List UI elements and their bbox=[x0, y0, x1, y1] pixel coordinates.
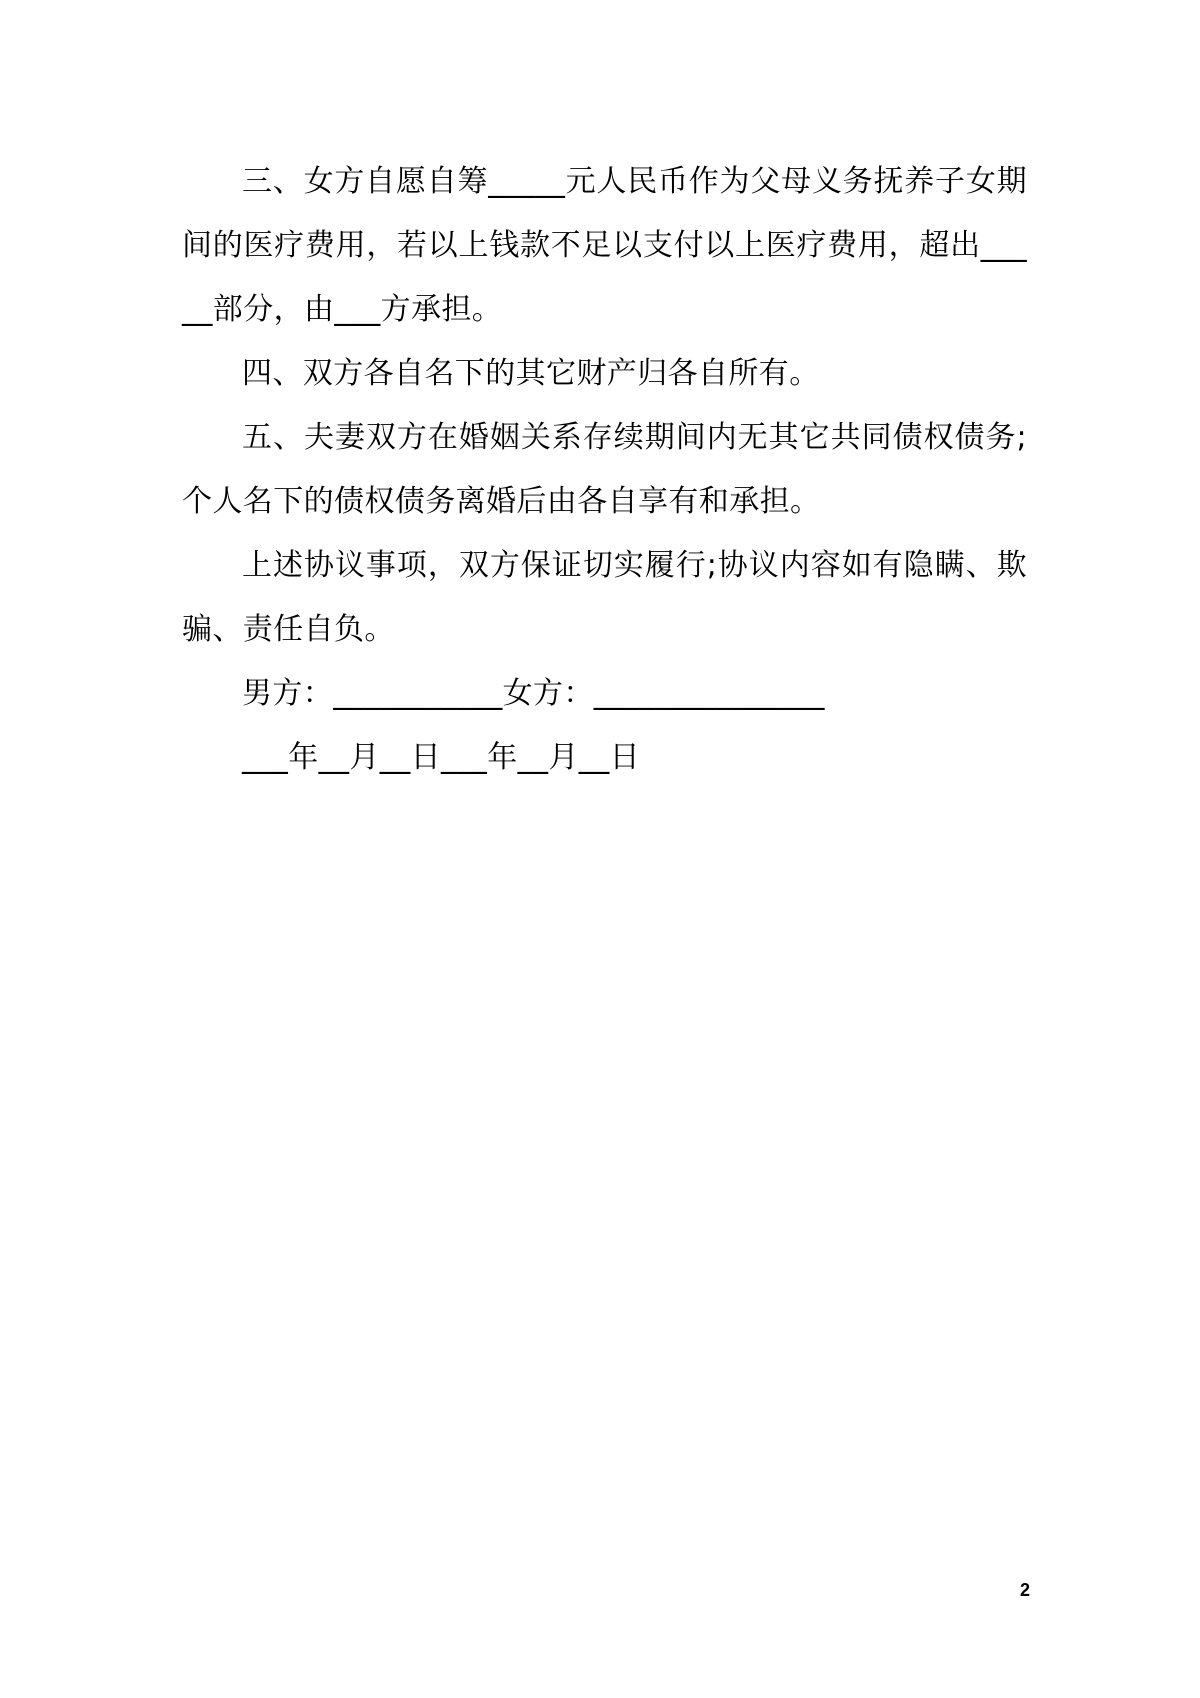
document-body bbox=[182, 150, 1027, 790]
signature-line: 男方：___________女方：_______________ bbox=[242, 676, 825, 711]
clause-four-paragraph: 四、双方各自名下的其它财产归各自所有。 bbox=[242, 356, 820, 391]
date-line: ___年__月__日___年__月__日 bbox=[242, 740, 640, 775]
agreement-statement-paragraph: 上述协议事项，双方保证切实履行;协议内容如有隐瞒、欺骗、责任自负。 bbox=[182, 548, 1027, 647]
clause-three-paragraph: 三、女方自愿自筹_____元人民币作为父母义务抚养子女期间的医疗费用，若以上钱款不足以支付以上医疗费用，超出_____部分，由___方承担。 bbox=[182, 164, 1027, 327]
clause-five-paragraph: 五、夫妻双方在婚姻关系存续期间内无其它共同债权债务;个人名下的债权债务离婚后由各自享有和承担。 bbox=[182, 420, 1027, 519]
page-number: 2 bbox=[1019, 1580, 1030, 1600]
